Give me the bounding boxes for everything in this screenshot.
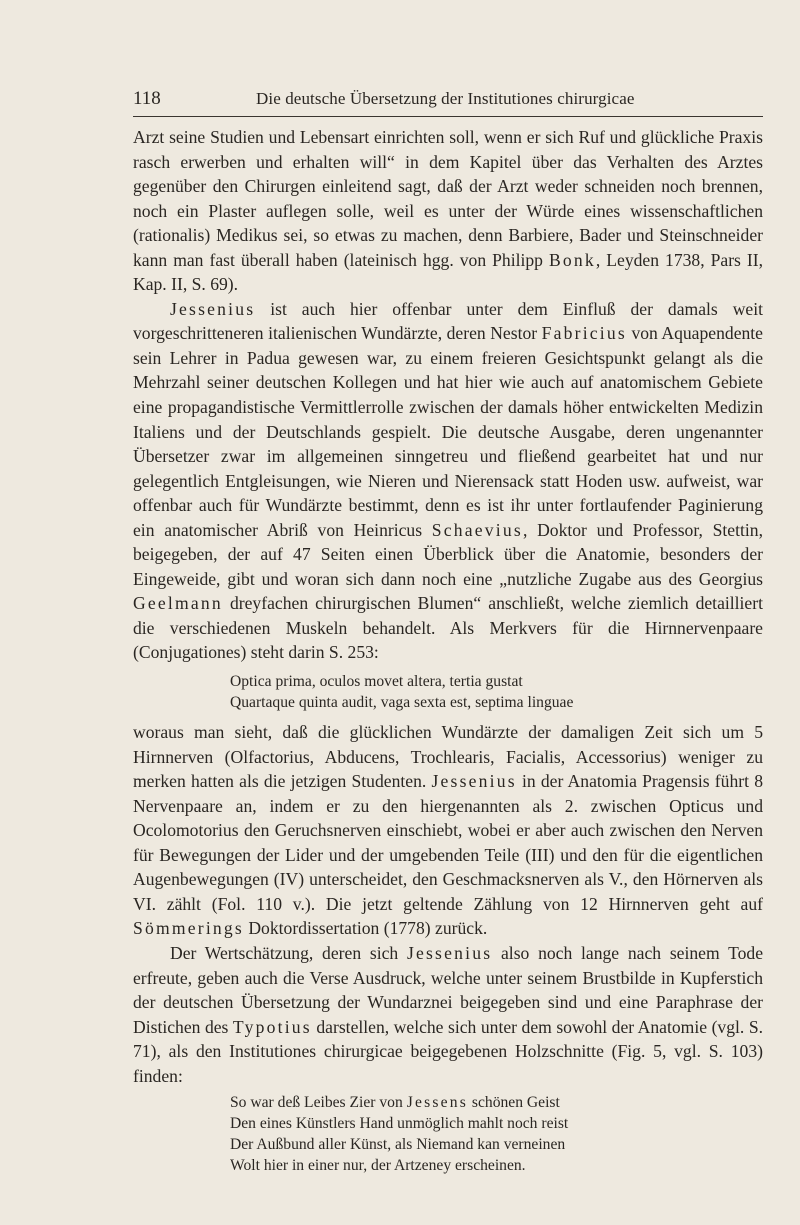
- name-geelmann: Geelmann: [133, 593, 223, 614]
- name-jessenius: Jessenius: [170, 298, 256, 319]
- german-verse-line: Der Außbund aller Künst, als Niemand kan verneinen: [230, 1136, 566, 1154]
- latin-verse: [230, 671, 763, 713]
- name-jessenius: Jessenius: [406, 942, 493, 963]
- name-jessenius: Jessenius: [431, 771, 517, 792]
- name-bonk: Bonk: [548, 249, 596, 270]
- page-header: [133, 86, 763, 117]
- body-text: [133, 125, 763, 1183]
- latin-verse-line: Optica prima, oculos movet altera, tertia gustat: [230, 673, 523, 691]
- name-soemmering: Sömmerings: [133, 918, 244, 939]
- german-verse-line: Wolt hier in einer nur, der Artzeney erscheinen.: [230, 1157, 526, 1175]
- german-verse-line: Den eines Künstlers Hand unmöglich mahlt noch reist: [230, 1115, 569, 1133]
- latin-verse-line: Quartaque quinta audit, vaga sexta est, septima linguae: [230, 694, 574, 712]
- name-fabricius: Fabricius: [541, 323, 627, 344]
- paragraph-2: Jessenius ist auch hier offenbar unter dem Einfluß der damals weit vorgeschritteneren italienischen Wundärzte, deren Nestor Fabricius von Aquapendente sein Lehrer in Padua gewesen war, zu einem freieren Gesichtspunkt gelangt als die Mehrzahl seiner deutschen Kollegen und hat hier wie auch auf anatomischem Gebiete eine propagandistische Vermittlerrolle zwischen der damals höher entwickelten Medizin Italiens und der Deutschlands gespielt. Die deutsche Ausgabe, deren ungenannter Übersetzer zwar im allgemeinen sinngetreu und fließend gearbeitet hat und nur gelegentlich Entgleisungen, wie Nieren und Nierensack statt Hoden usw. aufweist, war offenbar auch für Wundärzte bestimmt, denn es ist ihr unter fortlaufender Paginierung ein anatomischer Abriß von Heinricus Schaevius, Doktor und Professor, Stettin, beigegeben, der auf 47 Seiten einen Überblick über die Anatomie, besonders der Eingeweide, gibt und woran sich dann noch eine „nutzliche Zugabe aus des Georgius Geelmann dreyfachen chirurgischen Blumen“ anschließt, welche ziemlich detailliert die verschiedenen Muskeln behandelt. Als Merkvers für die Hirnnervenpaare (Conjugationes) steht darin S. 253:: [133, 298, 763, 663]
- paragraph-1: Arzt seine Studien und Lebensart einrichten soll, wenn er sich Ruf und glückliche Praxis rasch erwerben und erhalten will“ in dem Kapitel über das Verhalten des Arztes gegenüber den Chirurgen einleitend sagt, daß der Arzt weder schneiden noch brennen, noch ein Plaster auflegen solle, weil es unter der Würde eines wissenschaftlichen (rationalis) Medikus sei, so etwas zu machen, denn Barbiere, Bader und Steinschneider kann man fast überall haben (lateinisch hgg. von Philipp Bonk, Leyden 1738, Pars II, Kap. II, S. 69).: [133, 127, 764, 295]
- german-verse: [230, 1092, 763, 1176]
- name-schaevius: Schaevius: [431, 519, 523, 540]
- german-verse-line: So war deß Leibes Zier von Jessens schönen Geist: [230, 1094, 560, 1112]
- paragraph-3: woraus man sieht, daß die glücklichen Wundärzte der damaligen Zeit sich um 5 Hirnnerven (Olfactorius, Abducens, Trochlearis, Facialis, Accessorius) weniger zu merken hatten als die jetzigen Studenten. Jessenius in der Anatomia Pragensis führt 8 Nervenpaare an, indem er zu den hiergenannten als 2. zwischen Opticus und Ocolomotorius den Geruchsnerven einschiebt, wobei er aber auch zwischen den Nerven für Bewegungen der Lider und der umgebenden Teile (III) und den für die eigentlichen Augenbewegungen (IV) unterscheidet, den Geschmacksnerven als V., den Hörnerven als VI. zählt (Fol. 110 v.). Die jetzt geltende Zählung von 12 Hirnnerven geht auf Sömmerings Doktordissertation (1778) zurück.: [133, 722, 763, 939]
- name-typotius: Typotius: [232, 1016, 312, 1037]
- running-title: Die deutsche Übersetzung der Institutiones chirurgicae: [256, 89, 635, 108]
- page-number: 118: [133, 88, 161, 109]
- name-jessens: Jessens: [406, 1094, 469, 1112]
- paragraph-4: Der Wertschätzung, deren sich Jessenius also noch lange nach seinem Tode erfreute, geben auch die Verse Ausdruck, welche unter seinem Brustbilde in Kupferstich der deutschen Übersetzung der Wundarznei beigegeben sind und eine Paraphrase der Distichen des Typotius darstellen, welche sich unter dem sowohl der Anatomie (vgl. S. 71), als den Institutiones chirurgicae beigegebenen Holzschnitte (Fig. 5, vgl. S. 103) finden:: [133, 942, 764, 1086]
